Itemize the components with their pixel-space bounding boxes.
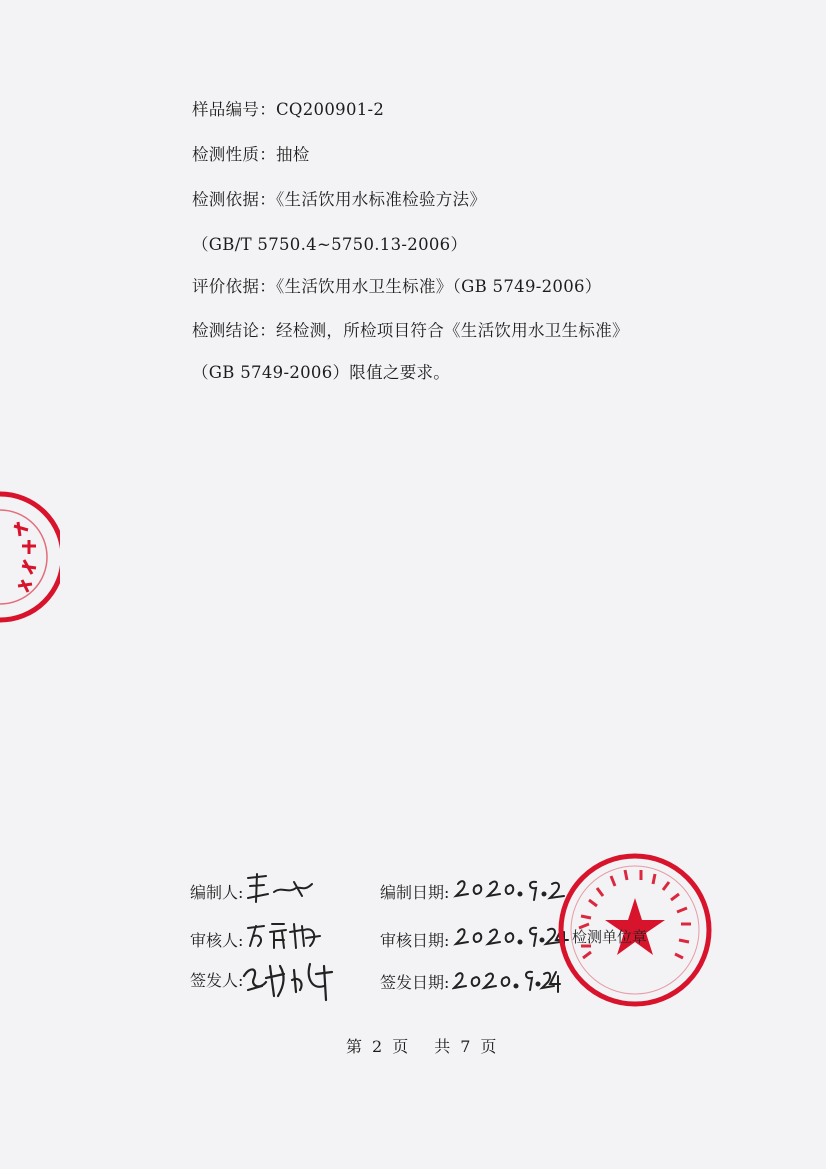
partial-seal-left — [0, 488, 60, 628]
issuer-label: 签发人: — [190, 971, 244, 990]
stamp-label: 检测单位章 — [572, 928, 648, 946]
test-conclusion-continued: （GB 5749-2006）限值之要求。 — [192, 363, 451, 382]
total-prefix: 共 — [434, 1037, 451, 1056]
total-unit: 页 — [480, 1037, 497, 1056]
compile-date-handwritten — [452, 872, 572, 906]
issue-date-handwritten — [452, 962, 562, 996]
test-nature: 检测性质：抽检 — [192, 145, 310, 164]
sample-number: 样品编号：CQ200901-2 — [192, 100, 385, 119]
compiler-label: 编制人: — [190, 883, 244, 902]
review-date-handwritten — [452, 918, 572, 952]
page-unit: 页 — [392, 1037, 409, 1056]
compile-date-label: 编制日期: — [380, 883, 450, 902]
compiler-signature — [242, 868, 322, 908]
page-prefix: 第 — [346, 1037, 363, 1056]
issuer-signature — [240, 956, 340, 1008]
reviewer-signature — [244, 916, 334, 956]
page-number: 2 — [372, 1037, 383, 1056]
bleed-through-texture — [200, 390, 620, 720]
page-indicator — [346, 1034, 506, 1057]
review-date-label: 审核日期: — [380, 931, 450, 950]
test-basis-standard: （GB/T 5750.4~5750.13-2006） — [192, 235, 468, 254]
reviewer-label: 审核人: — [190, 931, 244, 950]
test-basis: 检测依据：《生活饮用水标准检验方法》 — [192, 190, 487, 209]
test-conclusion: 检测结论：经检测，所检项目符合《生活饮用水卫生标准》 — [192, 321, 629, 340]
total-pages: 7 — [460, 1037, 471, 1056]
issue-date-label: 签发日期: — [380, 973, 450, 992]
evaluation-basis: 评价依据：《生活饮用水卫生标准》（GB 5749-2006） — [192, 277, 602, 296]
